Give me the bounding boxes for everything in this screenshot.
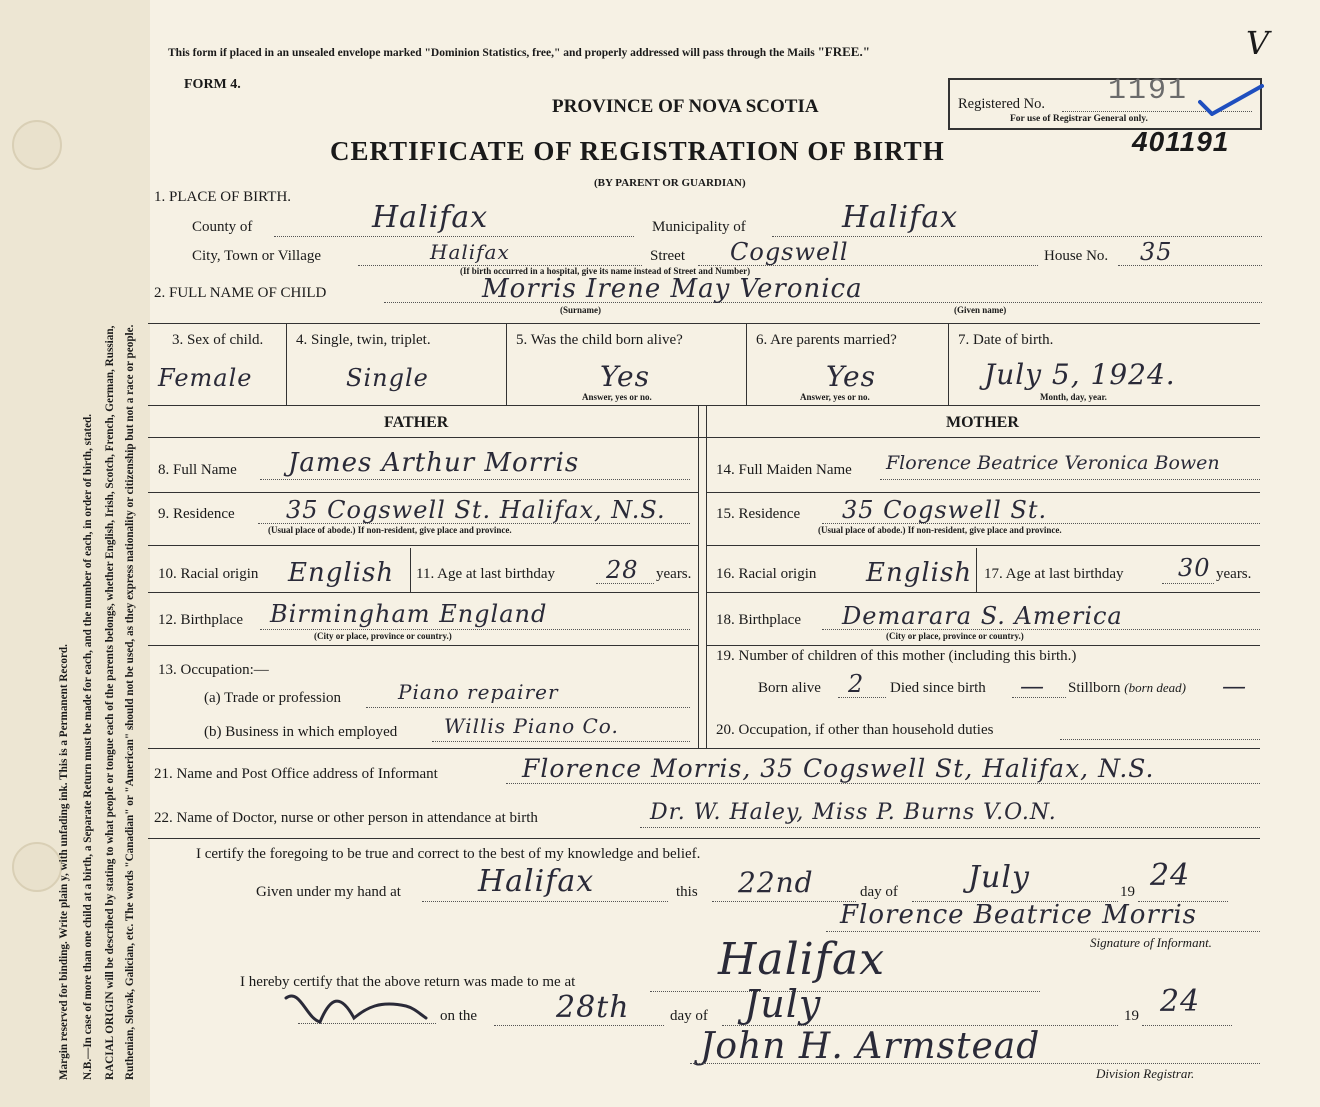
sex-label: 3. Sex of child. xyxy=(172,332,264,348)
born-alive-count: 2 xyxy=(848,670,865,698)
surname-note: (Surname) xyxy=(560,305,601,315)
mail-notice-text: This form if placed in an unsealed envelope marked "Dominion Statistics, free," and properly addressed will pass through the Mails xyxy=(168,47,818,59)
place-of-birth-label: 1. PLACE OF BIRTH. xyxy=(154,189,292,205)
registrar-year-value: 24 xyxy=(1160,984,1201,1019)
county-value: Halifax xyxy=(372,200,489,235)
sex-value: Female xyxy=(158,364,253,392)
mother-residence-note: (Usual place of abode.) If non-resident, give place and province. xyxy=(818,525,1062,535)
father-birthplace-value: Birmingham England xyxy=(270,600,548,628)
registrar-signature: John H. Armstead xyxy=(700,1026,1041,1067)
mother-birthplace-value: Demarara S. America xyxy=(842,602,1123,630)
attendant-value: Dr. W. Haley, Miss P. Burns V.O.N. xyxy=(650,800,1057,825)
stamp-number: 401191 xyxy=(1132,126,1230,157)
given-under-label: Given under my hand at xyxy=(256,884,401,900)
given-day-value: 22nd xyxy=(738,866,814,899)
registrar-year-prefix: 19 xyxy=(1124,1008,1139,1024)
given-place-value: Halifax xyxy=(478,864,595,899)
father-trade-value: Piano repairer xyxy=(398,680,559,704)
plurality-value: Single xyxy=(346,364,429,392)
punch-hole-top xyxy=(12,120,62,170)
registrar-place-value: Halifax xyxy=(718,934,886,985)
page-subtitle: (BY PARENT OR GUARDIAN) xyxy=(594,177,746,189)
father-racial-value: English xyxy=(288,558,395,588)
mother-children-label: 19. Number of children of this mother (including this birth.) xyxy=(716,648,1077,664)
father-business-label: (b) Business in which employed xyxy=(204,724,398,740)
given-month-value: July xyxy=(968,860,1030,895)
registrar-note: For use of Registrar General only. xyxy=(1010,114,1148,124)
registered-number: 1191 xyxy=(1108,74,1189,108)
mother-racial-label: 16. Racial origin xyxy=(716,566,817,582)
attendant-label: 22. Name of Doctor, nurse or other person in attendance at birth xyxy=(154,810,538,826)
dob-value: July 5, 1924. xyxy=(984,358,1176,391)
father-trade-label: (a) Trade or profession xyxy=(204,690,342,706)
street-value: Cogswell xyxy=(730,238,849,266)
mother-birthplace-note: (City or place, province or country.) xyxy=(886,631,1024,641)
mail-notice-free: "FREE." xyxy=(817,44,870,59)
page-title: CERTIFICATE OF REGISTRATION OF BIRTH xyxy=(330,136,945,166)
side-note-nationality: Ruthenian, Slovak, Galician, etc. The words "Canadian" or "American" should not be used, as they express nationality or citizenship but not a race or people. xyxy=(124,324,136,1080)
born-alive-value: Yes xyxy=(600,360,650,393)
father-business-value: Willis Piano Co. xyxy=(444,714,619,738)
house-label: House No. xyxy=(1044,248,1109,264)
father-years: years. xyxy=(656,566,692,582)
side-note-racial-origin: RACIAL ORIGIN will be described by stating to what people or tongue each of the parents belongs, whether English, Irish, Scotch, French, German, Russian, xyxy=(104,325,116,1080)
registrar-on-the-label: on the xyxy=(440,1008,478,1024)
father-residence-note: (Usual place of abode.) If non-resident, give place and province. xyxy=(268,525,512,535)
city-label: City, Town or Village xyxy=(192,248,322,264)
father-age-value: 28 xyxy=(606,556,639,584)
father-heading: FATHER xyxy=(384,414,449,431)
municipality-value: Halifax xyxy=(842,200,959,235)
blue-check-icon xyxy=(1198,82,1264,116)
informant-signature-label: Signature of Informant. xyxy=(1090,935,1212,950)
house-value: 35 xyxy=(1140,238,1173,266)
father-name-label: 8. Full Name xyxy=(158,462,237,478)
child-name-label: 2. FULL NAME OF CHILD xyxy=(154,285,327,301)
hospital-note: (If birth occurred in a hospital, give its name instead of Street and Number) xyxy=(460,266,751,276)
mother-occupation-label: 20. Occupation, if other than household duties xyxy=(716,722,994,738)
registrar-title: Division Registrar. xyxy=(1096,1066,1195,1081)
registrar-certify-text: I hereby certify that the above return was made to me at xyxy=(240,974,576,990)
answer-note-alive: Answer, yes or no. xyxy=(582,392,652,402)
stillborn-note: (born dead) xyxy=(1124,680,1187,695)
mother-name-value: Florence Beatrice Veronica Bowen xyxy=(886,452,1220,474)
father-occupation-label: 13. Occupation:— xyxy=(158,662,269,678)
given-name-note: (Given name) xyxy=(954,305,1007,315)
city-value: Halifax xyxy=(430,240,510,264)
province-heading: PROVINCE OF NOVA SCOTIA xyxy=(552,96,819,117)
dob-note: Month, day, year. xyxy=(1040,392,1107,402)
registrar-day-of-label: day of xyxy=(670,1008,708,1024)
answer-note-married: Answer, yes or no. xyxy=(800,392,870,402)
died-since-birth-label: Died since birth xyxy=(890,680,986,696)
punch-hole-bottom xyxy=(12,842,62,892)
father-birthplace-note: (City or place, province or country.) xyxy=(314,631,452,641)
informant-signature: Florence Beatrice Morris xyxy=(840,900,1197,930)
informant-label: 21. Name and Post Office address of Informant xyxy=(154,766,438,782)
registrar-day-value: 28th xyxy=(556,990,630,1025)
municipality-label: Municipality of xyxy=(652,219,746,235)
mother-years: years. xyxy=(1216,566,1252,582)
registered-label: Registered No. xyxy=(958,96,1045,112)
given-year-value: 24 xyxy=(1150,858,1191,893)
mother-residence-value: 35 Cogswell St. xyxy=(842,496,1048,524)
this-label: this xyxy=(676,884,698,900)
mail-notice xyxy=(168,44,870,60)
stillborn-text: Stillborn xyxy=(1068,680,1121,696)
father-racial-label: 10. Racial origin xyxy=(158,566,259,582)
mother-age-label: 17. Age at last birthday xyxy=(984,566,1124,582)
mother-name-label: 14. Full Maiden Name xyxy=(716,462,852,478)
father-age-label: 11. Age at last birthday xyxy=(416,566,555,582)
parents-married-question: 6. Are parents married? xyxy=(756,332,897,348)
informant-value: Florence Morris, 35 Cogswell St, Halifax, N.S. xyxy=(522,754,1155,783)
died-since-birth-count: — xyxy=(1020,672,1045,700)
street-label: Street xyxy=(650,248,685,264)
father-residence-value: 35 Cogswell St. Halifax, N.S. xyxy=(286,496,666,524)
given-day-of-label: day of xyxy=(860,884,898,900)
mother-birthplace-label: 18. Birthplace xyxy=(716,612,801,628)
father-name-value: James Arthur Morris xyxy=(288,448,580,478)
side-note-binding: Margin reserved for binding. Write plain y, with unfading ink. This is a Permanent Record. xyxy=(58,644,70,1080)
given-year-prefix: 19 xyxy=(1120,884,1135,900)
certify-text: I certify the foregoing to be true and correct to the best of my knowledge and belief. xyxy=(196,846,701,862)
parents-married-value: Yes xyxy=(826,360,876,393)
stillborn-label xyxy=(1068,680,1186,697)
registrar-month-value: July xyxy=(744,982,822,1026)
plurality-label: 4. Single, twin, triplet. xyxy=(296,332,431,348)
mother-age-value: 30 xyxy=(1178,554,1211,582)
father-birthplace-label: 12. Birthplace xyxy=(158,612,243,628)
registrar-scribble-mark xyxy=(280,978,430,1030)
form-number: FORM 4. xyxy=(184,77,241,92)
born-alive-label: Born alive xyxy=(758,680,821,696)
dob-label: 7. Date of birth. xyxy=(958,332,1054,348)
mother-residence-label: 15. Residence xyxy=(716,506,801,522)
county-label: County of xyxy=(192,219,253,235)
mother-racial-value: English xyxy=(866,558,973,588)
mother-heading: MOTHER xyxy=(946,414,1019,431)
corner-check-mark: V xyxy=(1246,24,1270,62)
father-residence-label: 9. Residence xyxy=(158,506,235,522)
born-alive-question: 5. Was the child born alive? xyxy=(516,332,683,348)
stillborn-count: — xyxy=(1222,672,1247,700)
side-note-multiple-births: N.B.—In case of more than one child at a birth, a Separate Return must be made for each, and the number of each, in order of birth, stated. xyxy=(82,413,94,1080)
child-name-value: Morris Irene May Veronica xyxy=(482,274,863,304)
